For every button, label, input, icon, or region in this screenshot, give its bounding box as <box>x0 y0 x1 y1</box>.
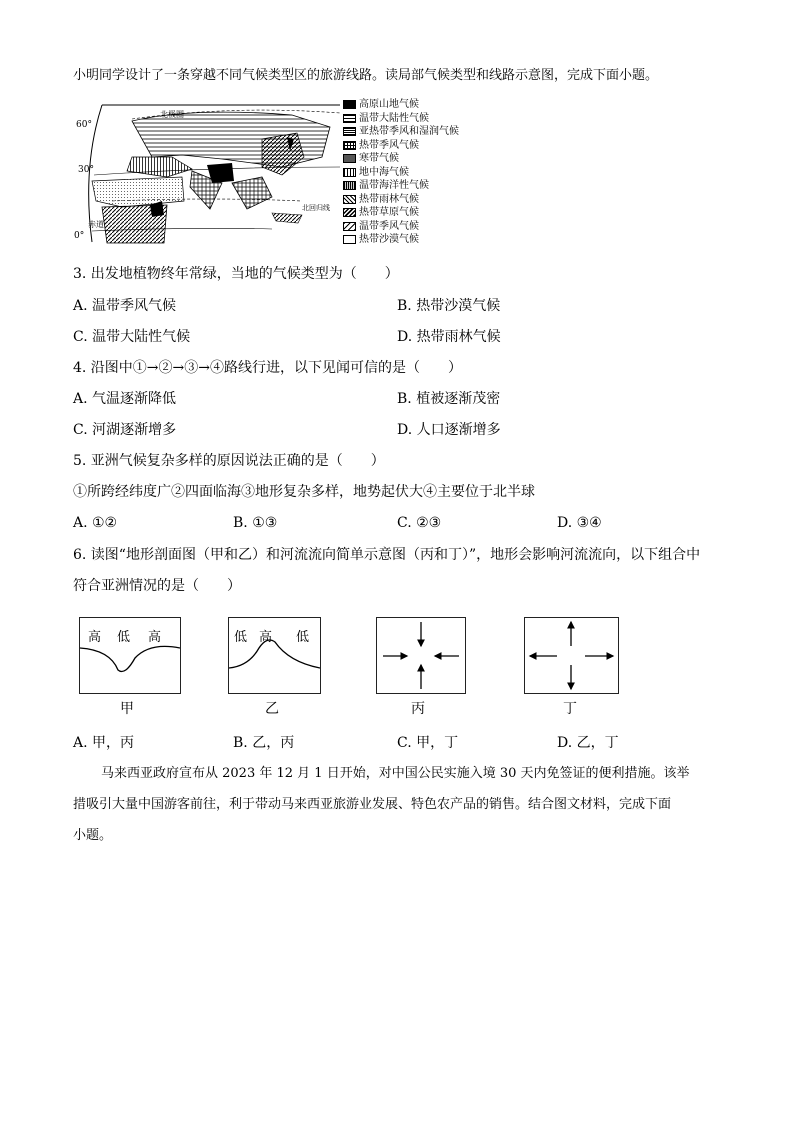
passage-line2: 措吸引大量中国游客前往，利于带动马来西亚旅游业发展、特色农产品的销售。结合图文材料，完成下面 <box>73 797 672 812</box>
q3-option-b[interactable]: B. 热带沙漠气候 <box>397 298 501 314</box>
legend-swatch-oceanic <box>343 181 356 190</box>
q3-option-c[interactable]: C. 温带大陆性气候 <box>73 329 191 345</box>
q6-stem-line2: 符合亚洲情况的是（ ） <box>73 578 241 594</box>
q5-option-c[interactable]: C. ②③ <box>397 515 442 531</box>
q6-option-b[interactable]: B. 乙，丙 <box>233 735 295 751</box>
legend-swatch-savanna <box>343 208 356 217</box>
q4-option-b[interactable]: B. 植被逐渐茂密 <box>397 391 501 407</box>
q4-option-c[interactable]: C. 河湖逐渐增多 <box>73 422 177 438</box>
q3-option-d[interactable]: D. 热带雨林气候 <box>397 329 501 345</box>
q6-stem-line1: 6. 读图“地形剖面图（甲和乙）和河流流向简单示意图（丙和丁）”，地形会影响河流流向，以下组合中 <box>73 547 701 563</box>
q6-option-a[interactable]: A. 甲，丙 <box>73 735 135 751</box>
caption-ding: 丁 <box>563 701 577 717</box>
legend-label: 寒带气候 <box>359 153 399 164</box>
q5-option-b[interactable]: B. ①③ <box>233 515 278 531</box>
river-ding <box>524 617 619 694</box>
profile-yi <box>228 617 321 694</box>
q4-option-d[interactable]: D. 人口逐渐增多 <box>397 422 501 438</box>
legend-label: 热带雨林气候 <box>359 193 419 205</box>
lat-30-label: 30° <box>78 165 94 175</box>
legend-label: 地中海气候 <box>359 166 409 178</box>
yi-label-mid: 高 <box>259 630 273 645</box>
legend-swatch-mediterranean <box>343 168 356 177</box>
legend-swatch-continental <box>343 114 356 123</box>
legend-swatch-rainforest <box>343 195 356 204</box>
legend-label: 高原山地气候 <box>359 99 419 110</box>
caption-bing: 丙 <box>411 701 425 717</box>
q4-stem: 4. 沿图中①→②→③→④路线行进，以下见闻可信的是（ ） <box>73 360 462 376</box>
q6-option-d[interactable]: D. 乙，丁 <box>557 735 619 751</box>
q5-items: ①所跨经纬度广②四面临海③地形复杂多样，地势起伏大④主要位于北半球 <box>73 484 535 500</box>
legend-swatch-desert <box>343 235 356 244</box>
legend-label: 热带草原气候 <box>359 207 419 218</box>
intro-text: 小明同学设计了一条穿越不同气候类型区的旅游线路。读局部气候类型和线路示意图，完成下面小题。 <box>73 68 659 83</box>
legend-swatch-subtropical <box>343 127 356 136</box>
legend-label: 温带海洋性气候 <box>359 180 429 191</box>
q6-option-c[interactable]: C. 甲，丁 <box>397 735 459 751</box>
legend-swatch-tropical-monsoon <box>343 141 356 150</box>
passage-line3: 小题。 <box>73 828 113 843</box>
legend-label: 亚热带季风和湿润气候 <box>359 126 459 137</box>
yi-label-left: 低 <box>234 630 248 645</box>
caption-jia: 甲 <box>120 701 134 717</box>
jia-label-left: 高 <box>88 630 102 645</box>
legend-swatch-temperate-monsoon <box>343 222 356 231</box>
river-bing <box>376 617 466 694</box>
map-legend <box>343 99 463 249</box>
legend-swatch-polar <box>343 154 356 163</box>
legend-label: 温带大陆性气候 <box>359 112 429 124</box>
caption-yi: 乙 <box>265 701 279 717</box>
legend-label: 温带季风气候 <box>359 220 419 232</box>
jia-label-mid: 低 <box>117 630 131 645</box>
arctic-circle-label: 北极圈 <box>160 110 184 119</box>
climate-map <box>72 97 340 247</box>
yi-label-right: 低 <box>296 630 310 645</box>
q5-option-d[interactable]: D. ③④ <box>557 515 602 531</box>
q3-option-a[interactable]: A. 温带季风气候 <box>73 298 177 314</box>
legend-label: 热带季风气候 <box>359 139 419 151</box>
q5-stem: 5. 亚洲气候复杂多样的原因说法正确的是（ ） <box>73 453 385 469</box>
q4-option-a[interactable]: A. 气温逐渐降低 <box>73 391 177 407</box>
lat-0-label: 0° <box>74 231 85 241</box>
tropic-label: 北回归线 <box>302 204 330 212</box>
legend-label: 热带沙漠气候 <box>359 234 419 245</box>
lat-60-label: 60° <box>76 120 92 130</box>
profile-jia <box>79 617 181 694</box>
legend-swatch-highland <box>343 100 356 109</box>
equator-label: 赤道 <box>88 220 104 229</box>
q3-stem: 3. 出发地植物终年常绿，当地的气候类型为（ ） <box>73 266 399 282</box>
q5-option-a[interactable]: A. ①② <box>73 515 118 531</box>
jia-label-right: 高 <box>148 630 162 645</box>
passage-line1: 马来西亚政府宣布从 2023 年 12 月 1 日开始，对中国公民实施入境 30 天内免签证的便利措施。该举 <box>101 766 690 781</box>
